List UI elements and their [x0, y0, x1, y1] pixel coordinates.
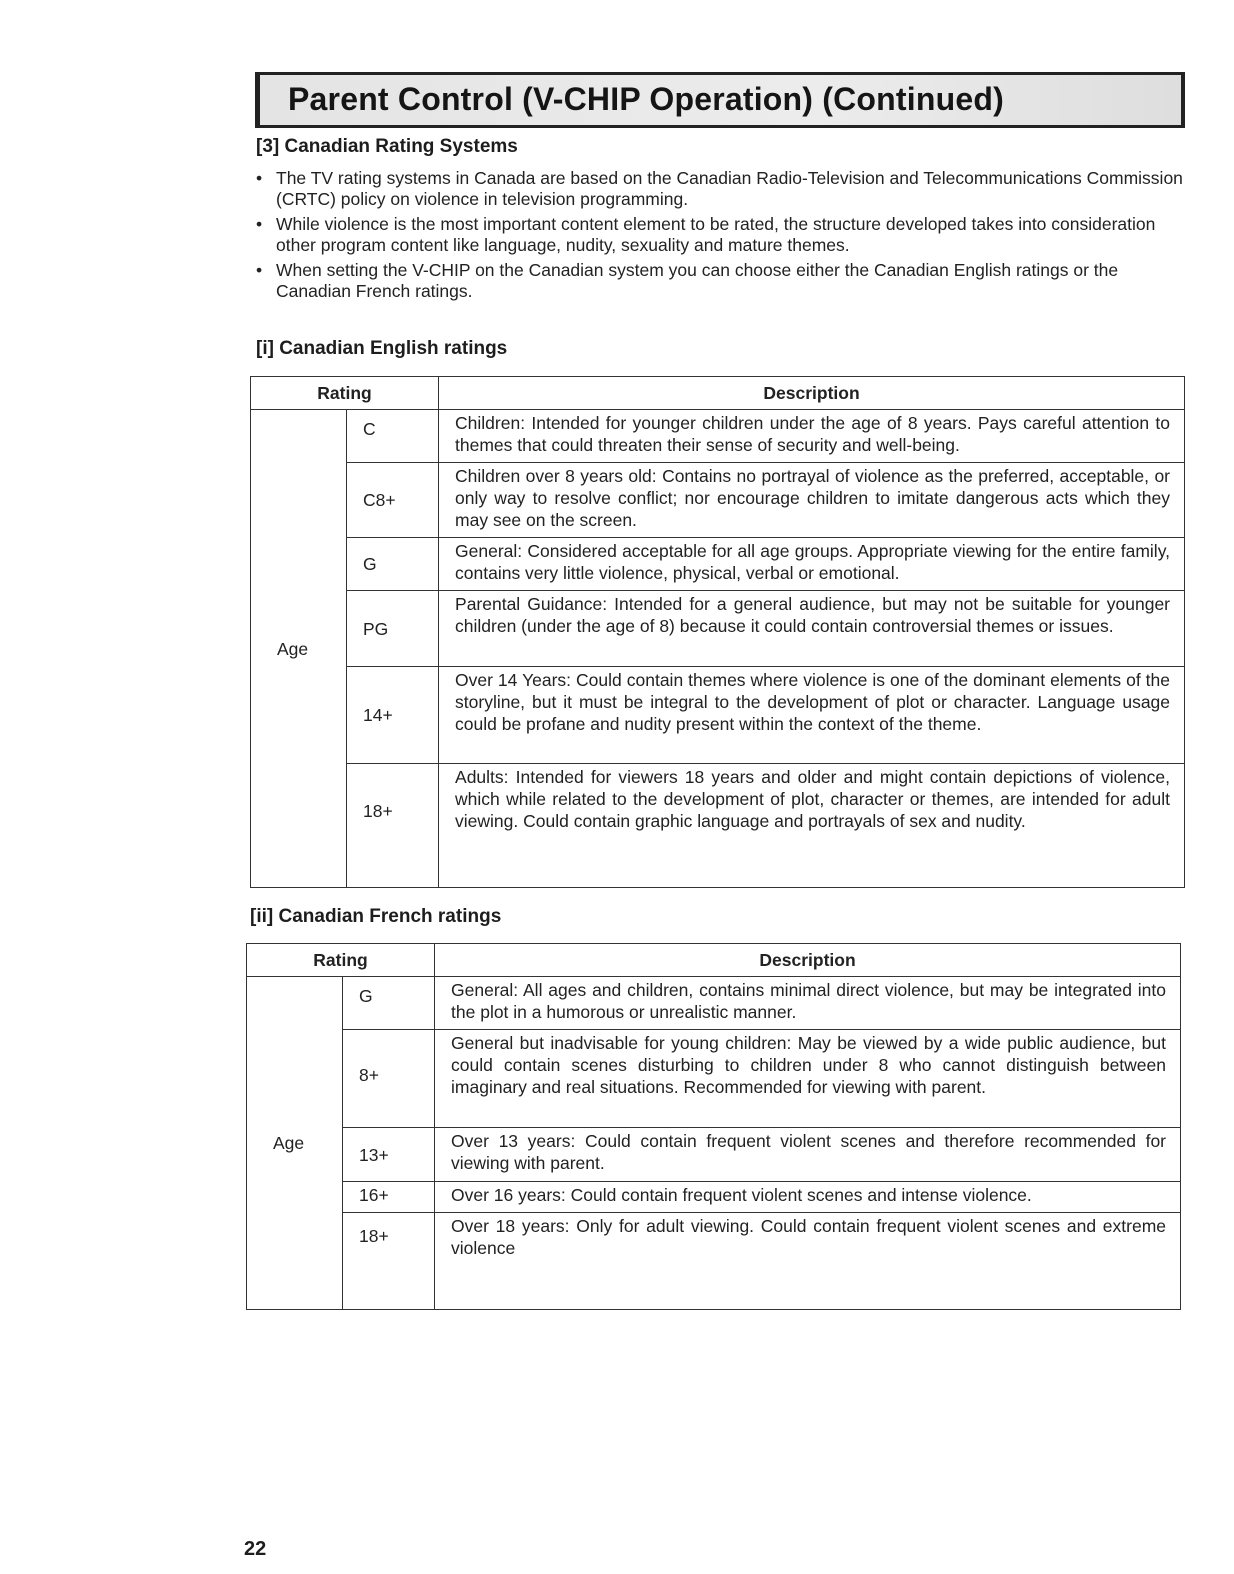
table-row: [247, 1182, 1181, 1213]
rating-column-header: Rating: [247, 944, 435, 977]
bullet-item: • While violence is the most important content element to be rated, the structure developed takes into consideration other program content like language, nudity, sexuality and mature themes.: [256, 214, 1156, 255]
rating-description: Over 14 Years: Could contain themes where violence is one of the dominant elements of the storyline, but it must be integral to the development of plot or character. Language usage could be profane and nudity present within the context of the theme.: [439, 667, 1185, 764]
table-row: [251, 538, 1185, 591]
rating-description: Parental Guidance: Intended for a general audience, but may not be suitable for younger children (under the age of 8) because it could contain controversial themes or issues.: [439, 591, 1185, 667]
french-ratings-heading: [ii] Canadian French ratings: [250, 906, 502, 927]
table-header-row: [251, 377, 1185, 410]
description-column-header: Description: [439, 377, 1185, 410]
rating-code: G: [347, 538, 439, 591]
rating-column-header: Rating: [251, 377, 439, 410]
rating-description: Over 18 years: Only for adult viewing. Could contain frequent violent scenes and extreme violence: [435, 1213, 1181, 1310]
rating-description: Over 13 years: Could contain frequent violent scenes and therefore recommended for viewing with parent.: [435, 1128, 1181, 1182]
rating-code: 8+: [343, 1030, 435, 1128]
french-ratings-table: [246, 943, 1181, 1310]
table-header-row: [247, 944, 1181, 977]
rating-code: 16+: [343, 1182, 435, 1213]
rating-description: General: Considered acceptable for all age groups. Appropriate viewing for the entire family, contains very little violence, physical, verbal or emotional.: [439, 538, 1185, 591]
table-row: [251, 764, 1185, 888]
bullet-item: • When setting the V-CHIP on the Canadian system you can choose either the Canadian English ratings or the Canadian French ratings.: [256, 260, 1119, 301]
english-ratings-table: [250, 376, 1185, 888]
table-row: [247, 1213, 1181, 1310]
rating-description: Over 16 years: Could contain frequent violent scenes and intense violence.: [435, 1182, 1181, 1213]
rating-code: 13+: [343, 1128, 435, 1182]
table-row: [247, 1030, 1181, 1128]
table-row: [251, 667, 1185, 764]
bullet-item: • The TV rating systems in Canada are based on the Canadian Radio-Television and Telecommunications Commission (CRTC) policy on violence in television programming.: [256, 168, 1183, 209]
table-row: [251, 463, 1185, 538]
rating-description: General but inadvisable for young children: May be viewed by a wide public audience, but could contain scenes disturbing to children under 8 who cannot distinguish between imaginary and real situations. Recommended for viewing with parent.: [435, 1030, 1181, 1128]
rating-description: Adults: Intended for viewers 18 years and older and might contain depictions of violence, which while related to the development of plot, character or themes, are intended for adult viewing. Could contain graphic language and portrayals of sex and nudity.: [439, 764, 1185, 888]
age-group-cell: Age: [251, 410, 347, 888]
rating-description: Children: Intended for younger children under the age of 8 years. Pays careful attention to themes that could threaten their sense of security and well-being.: [439, 410, 1185, 463]
rating-code: G: [343, 977, 435, 1030]
rating-description: Children over 8 years old: Contains no portrayal of violence as the preferred, acceptable, or only way to resolve conflict; nor encourage children to imitate dangerous acts which they may see on the screen.: [439, 463, 1185, 538]
table-row: [251, 410, 1185, 463]
rating-code: C: [347, 410, 439, 463]
description-column-header: Description: [435, 944, 1181, 977]
rating-code: 18+: [343, 1213, 435, 1310]
rating-code: C8+: [347, 463, 439, 538]
rating-code: 18+: [347, 764, 439, 888]
table-row: [247, 977, 1181, 1030]
page-title-banner: [255, 72, 1185, 128]
rating-code: PG: [347, 591, 439, 667]
english-ratings-heading: [i] Canadian English ratings: [256, 338, 508, 359]
section-heading: [3] Canadian Rating Systems: [256, 136, 518, 157]
rating-code: 14+: [347, 667, 439, 764]
rating-description: General: All ages and children, contains minimal direct violence, but may be integrated into the plot in a humorous or unrealistic manner.: [435, 977, 1181, 1030]
bullet-list: [256, 168, 1186, 306]
table-row: [251, 591, 1185, 667]
table-row: [247, 1128, 1181, 1182]
page-number: 22: [244, 1538, 267, 1560]
age-group-cell: Age: [247, 977, 343, 1310]
page-title: Parent Control (V-CHIP Operation) (Continued): [288, 81, 1004, 117]
